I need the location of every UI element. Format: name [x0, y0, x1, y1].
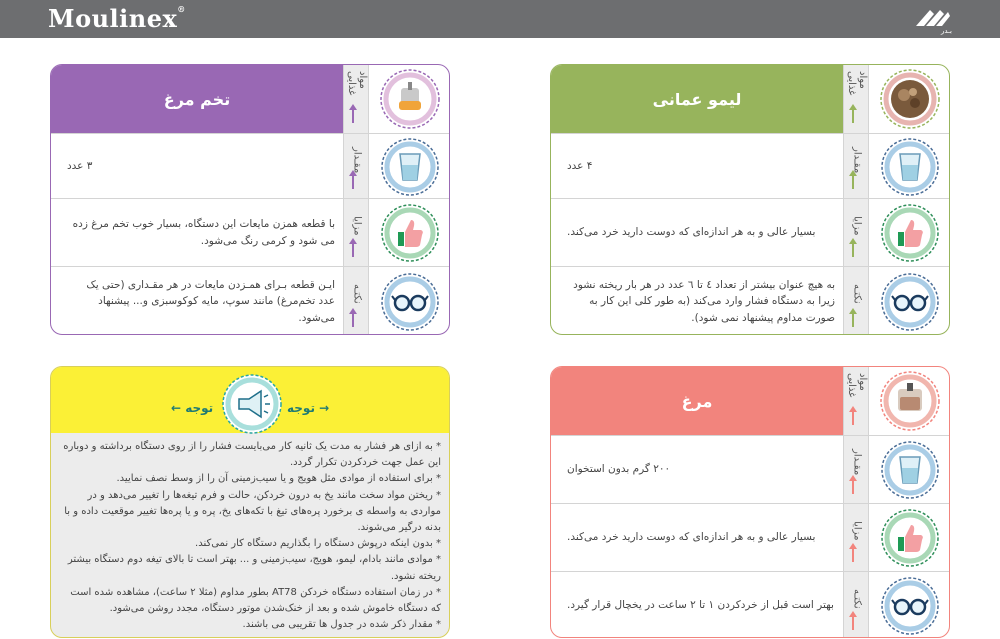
row-label: مزایا — [844, 504, 868, 572]
measuring-cup-icon — [380, 137, 440, 197]
ingredient-image — [871, 65, 948, 133]
top-bar — [0, 0, 1000, 38]
ingredient-image — [371, 65, 448, 133]
thumbs-up-icon — [880, 203, 940, 263]
row-label: مقـدار — [844, 436, 868, 504]
measuring-cup-icon — [880, 137, 940, 197]
card-header — [51, 65, 343, 133]
row-value: ایـن قطعه بـرای همـزدن مایعات در هر مقـداری (حتی یک عدد تخم‌مرغ) مانند سوپ، مایه کوکوسبزی و... پیشنهاد می‌شود. — [86, 279, 335, 324]
row-advantages — [51, 198, 450, 266]
row-label: نکتـه — [844, 267, 868, 335]
attention-title-left: توجه ← — [171, 401, 214, 415]
row-quantity — [51, 133, 450, 198]
thumbs-up-icon — [380, 203, 440, 263]
row-tip — [51, 266, 450, 335]
brand-logo — [48, 4, 186, 33]
thumbs-up-icon — [880, 508, 940, 568]
arrow-icon — [852, 313, 854, 327]
brand-registered-mark: ® — [177, 4, 186, 14]
arrow-icon — [852, 243, 854, 257]
measuring-cup-icon — [880, 440, 940, 500]
row-value: ۴ عدد — [567, 159, 593, 172]
row-label-ingredient: مواد غذایی — [844, 65, 868, 133]
ingredient-image — [871, 367, 948, 435]
megaphone-icon — [221, 373, 283, 435]
row-value: با قطعه همزن مایعات این دستگاه، بسیار خوب تخم مرغ زده می شود و کرمی رنگ می‌شود. — [72, 218, 335, 247]
row-label: مزایا — [844, 199, 868, 267]
partner-name: بـدر — [940, 27, 952, 35]
arrow-icon — [352, 175, 354, 189]
arrow-icon — [852, 548, 854, 562]
row-tip — [551, 571, 950, 638]
card-title: تخم مرغ — [163, 89, 231, 109]
card-chicken — [550, 366, 950, 638]
arrow-icon — [352, 109, 354, 123]
egg-chopper-icon — [379, 68, 441, 130]
glasses-icon — [380, 272, 440, 332]
row-quantity — [551, 435, 950, 503]
attention-card — [50, 366, 450, 638]
card-egg — [50, 64, 450, 335]
card-title: مرغ — [681, 391, 713, 411]
row-value: بهتر است قبل از خردکردن ١ تا ٢ ساعت در یخچال قرار گیرد. — [567, 599, 834, 612]
attention-line: * به ازای هر فشار به مدت یک ثانیه کار می‌بایست فشار را از روی دستگاه برداشته و دوباره این عمل جهت خردکردن تکرار گردد. — [63, 441, 441, 469]
row-value: بسیار عالی و به هر اندازه‌ای که دوست دارید خرد می‌کند. — [567, 226, 816, 239]
glasses-icon — [880, 576, 940, 636]
attention-line: * موادی مانند بادام، لیمو، هویج، سیب‌زمینی و ... بهتر است تا بالای تیغه دوم دستگاه بیشتر ریخته نشود. — [67, 554, 441, 582]
chicken-chopper-icon — [879, 370, 941, 432]
row-value: بسیار عالی و به هر اندازه‌ای که دوست دارید خرد می‌کند. — [567, 531, 816, 544]
row-value: به هیچ عنوان بیشتر از تعداد ٤ تا ٦ عدد در هر بار ریخته نشود زیرا به دستگاه فشار وارد می‌کند (به طور کلی این کار به صورت مداوم پیشنهاد نمی شود). — [573, 279, 835, 324]
attention-title-right: → توجه — [287, 401, 330, 415]
row-advantages — [551, 198, 950, 266]
attention-line: * ریختن مواد سخت مانند یخ به درون خردکن، حالت و فرم تیغه‌ها را تغییر می‌دهد و در مواردی به واسطه ی برخورد پره‌های تیغ با تکه‌های یخ، پره و یا پره‌ها تغییر موقعیت داده و با بدنه درگیر می‌شوند. — [64, 489, 441, 533]
arrow-icon — [852, 175, 854, 189]
attention-line: * بدون اینکه درپوش دستگاه را بگذاریم دستگاه کار نمی‌کند. — [195, 538, 441, 550]
row-label: نکتـه — [844, 572, 868, 638]
arrow-icon — [852, 480, 854, 494]
arrow-icon — [852, 109, 854, 123]
arrow-icon — [352, 313, 354, 327]
attention-line: * مقدار ذکر شده در جدول ها تقریبی می باشند. — [242, 619, 441, 631]
card-title: لیمو عمانی — [652, 89, 742, 109]
row-tip — [551, 266, 950, 335]
brand-name: Moulinex — [48, 4, 178, 33]
attention-line: * برای استفاده از موادی مثل هویج و یا سیب‌زمینی آن را از وسط نصف نمایید. — [116, 473, 441, 485]
row-label-ingredient: مواد غذایی — [344, 65, 368, 133]
glasses-icon — [880, 272, 940, 332]
arrow-icon — [852, 411, 854, 425]
row-advantages — [551, 503, 950, 571]
row-label: مقـدار — [844, 134, 868, 199]
row-label: مزایا — [344, 199, 368, 267]
row-quantity — [551, 133, 950, 198]
attention-body — [61, 439, 441, 633]
dried-lime-icon — [879, 68, 941, 130]
row-label: مقـدار — [344, 134, 368, 199]
row-label-ingredient: مواد غذایی — [844, 367, 868, 435]
attention-line: * در زمان استفاده دستگاه خردکن AT78 بطور مداوم (مثلا ٢ ساعت)، مشاهده شده است که دستگاه خاموش شده و بعد از خنک‌شدن موتور دستگاه، مجدد روشن می‌شود. — [70, 586, 441, 614]
row-value: ۳ عدد — [67, 159, 93, 172]
row-label: نکتـه — [344, 267, 368, 335]
arrow-icon — [852, 616, 854, 630]
card-header — [551, 65, 843, 133]
card-header — [551, 367, 843, 435]
card-dried-lime — [550, 64, 950, 335]
arrow-icon — [352, 243, 354, 257]
row-value: ۲۰۰ گرم بدون استخوان — [567, 463, 671, 476]
